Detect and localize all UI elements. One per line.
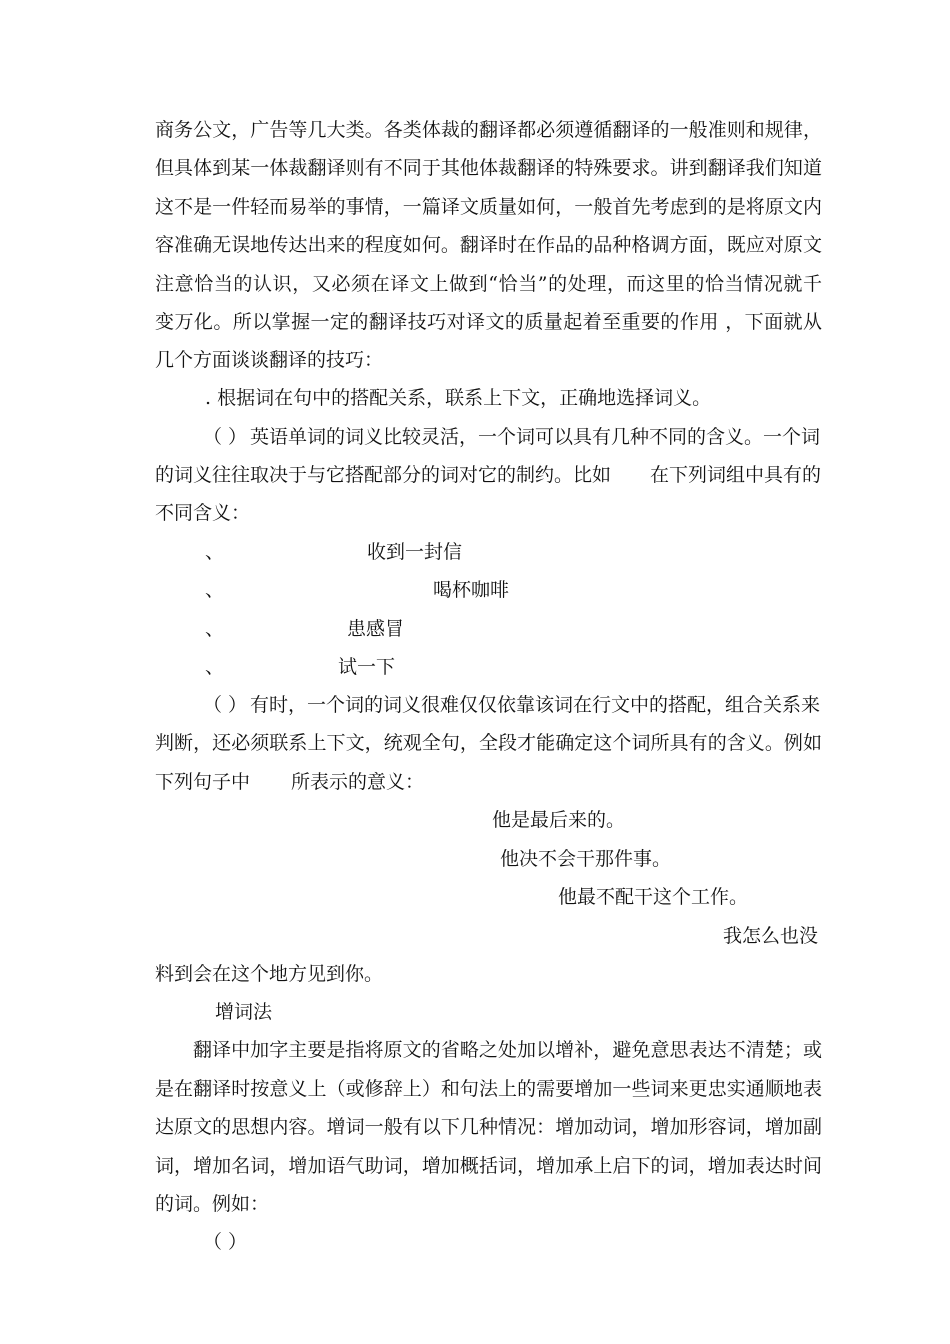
example-mark: 、: [205, 541, 225, 563]
section-heading: 增词法: [215, 1001, 273, 1023]
example-sentence: 我怎么也没: [723, 925, 819, 947]
example-sentence: 他是最后来的。: [492, 809, 626, 831]
paragraph-line: 注意恰当的认识，又必须在译文上做到“恰当”的处理，而这里的恰当情况就千: [155, 273, 822, 295]
example-sentence: 料到会在这个地方见到你。: [155, 963, 384, 985]
item-marker: （ ）: [203, 694, 248, 716]
paragraph-line: 但具体到某一体裁翻译则有不同于其他体裁翻译的特殊要求。讲到翻译我们知道: [155, 157, 822, 179]
paragraph-line: 英语单词的词义比较灵活，一个词可以具有几种不同的含义。一个词: [250, 426, 821, 448]
paragraph-line: 有时，一个词的词义很难仅仅依靠该词在行文中的搭配，组合关系来: [250, 694, 821, 716]
paragraph-line: 所表示的意义：: [291, 771, 425, 793]
example-text: 收到一封信: [367, 541, 463, 563]
example-mark: 、: [205, 579, 225, 601]
paragraph-line: 几个方面谈谈翻译的技巧：: [155, 349, 384, 371]
paragraph-line: 判断，还必须联系上下文，统观全句，全段才能确定这个词所具有的含义。例如: [155, 732, 822, 754]
example-mark: 、: [205, 618, 225, 640]
example-text: 喝杯咖啡: [433, 579, 510, 601]
paragraph-line: 的词义往往取决于与它搭配部分的词对它的制约。比如: [155, 464, 612, 486]
example-sentence: 他最不配干这个工作。: [558, 886, 749, 908]
example-sentence: 他决不会干那件事。: [500, 848, 672, 870]
paragraph-line: 的词。例如：: [155, 1193, 270, 1215]
section-heading: . 根据词在句中的搭配关系，联系上下文，正确地选择词义。: [205, 387, 712, 409]
paragraph-line: 不同含义：: [155, 502, 251, 524]
paragraph-line: 词，增加名词，增加语气助词，增加概括词，增加承上启下的词，增加表达时间: [155, 1155, 822, 1177]
item-marker: （ ）: [203, 1231, 248, 1253]
paragraph-line: 商务公文，广告等几大类。各类体裁的翻译都必须遵循翻译的一般准则和规律，: [155, 119, 822, 141]
paragraph-line: 在下列词组中具有的: [650, 464, 822, 486]
paragraph-line: 达原文的思想内容。增词一般有以下几种情况：增加动词，增加形容词，增加副: [155, 1116, 822, 1138]
example-mark: 、: [205, 656, 225, 678]
paragraph-line: 容准确无误地传达出来的程度如何。翻译时在作品的品种格调方面，既应对原文: [155, 234, 822, 256]
paragraph-line: 这不是一件轻而易举的事情，一篇译文质量如何，一般首先考虑到的是将原文内: [155, 196, 822, 218]
paragraph-line: 翻译中加字主要是指将原文的省略之处加以增补，避免意思表达不清楚；或: [193, 1039, 822, 1061]
paragraph-line: 变万化。所以掌握一定的翻译技巧对译文的质量起着至重要的作用 ，下面就从: [155, 311, 822, 333]
paragraph-line: 是在翻译时按意义上（或修辞上）和句法上的需要增加一些词来更忠实通顺地表: [155, 1078, 822, 1100]
example-text: 患感冒: [347, 618, 405, 640]
example-text: 试一下: [338, 656, 396, 678]
item-marker: （ ）: [203, 426, 248, 448]
paragraph-line: 下列句子中: [155, 771, 251, 793]
